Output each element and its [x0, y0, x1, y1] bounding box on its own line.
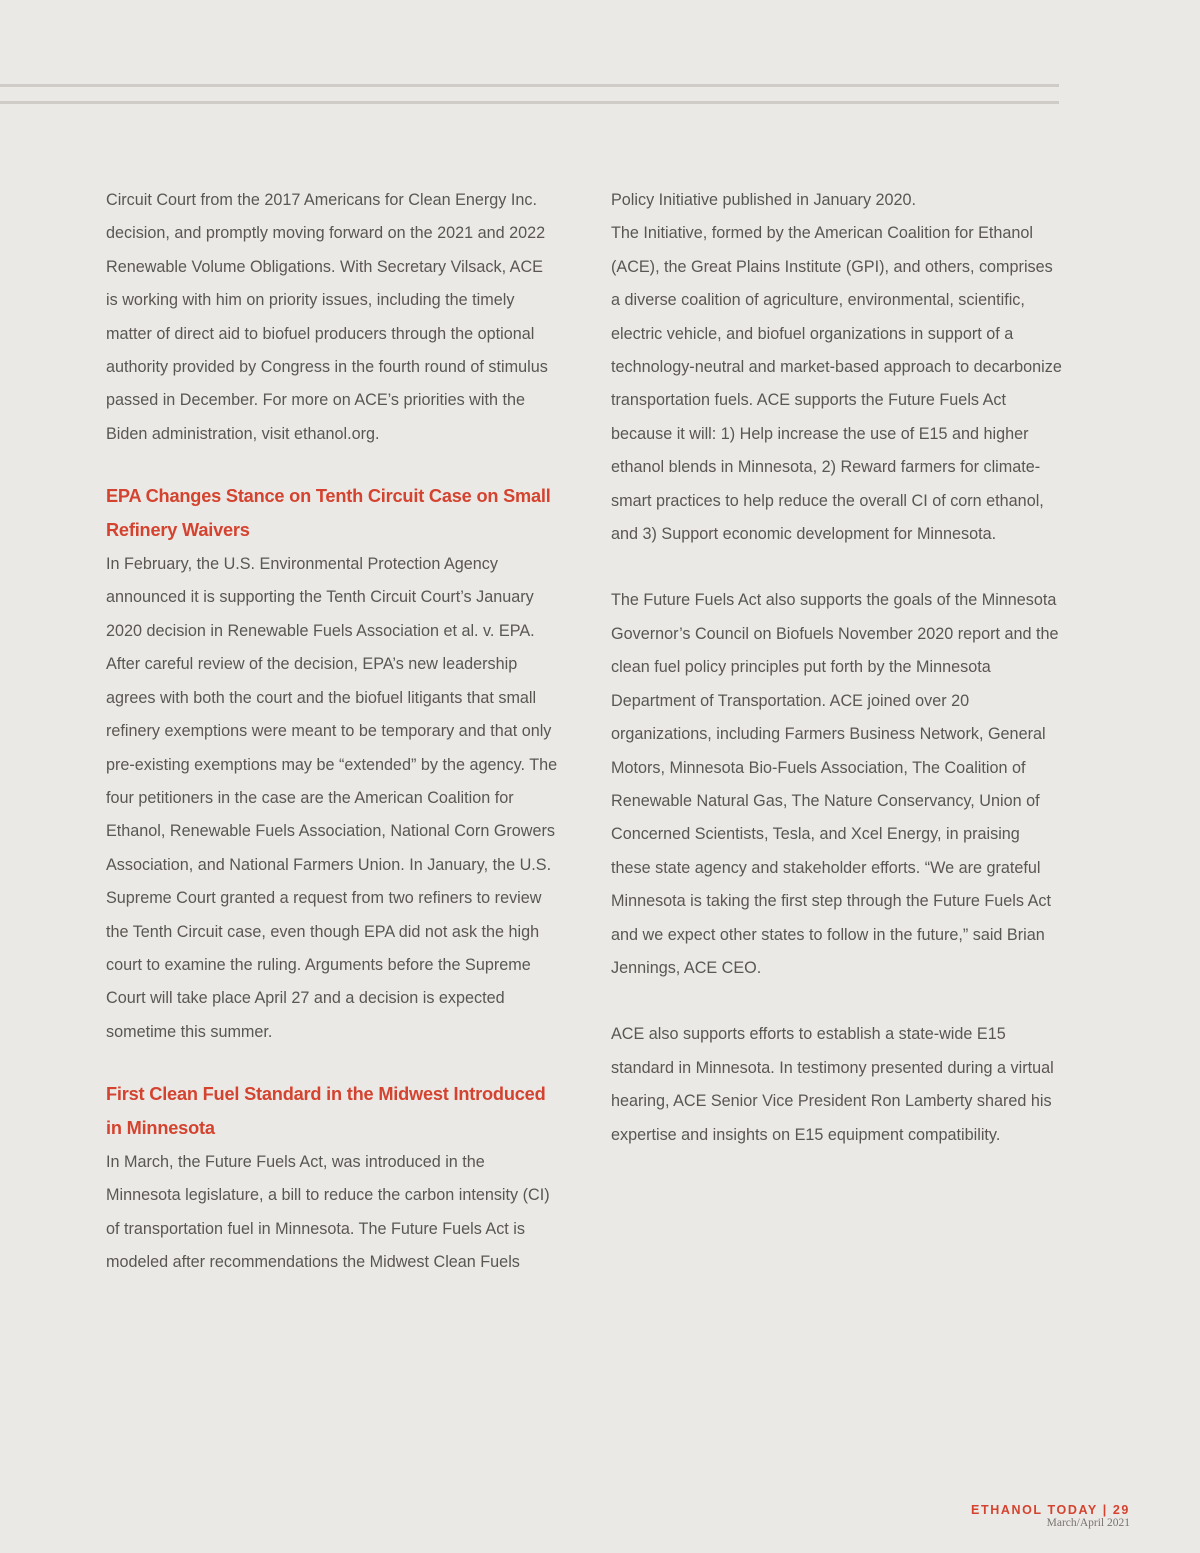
issue-date: March/April 2021: [1046, 1517, 1130, 1529]
intro-paragraph: Circuit Court from the 2017 Americans for Clean Energy Inc. decision, and promptly moving forward on the 2021 and 2022 Renewable Volume Obligations. With Secretary Vilsack, ACE is working with him on priority issues, including the timely matter of direct aid to biofuel producers through the optional authority provided by Congress in the fourth round of stimulus passed in December. For more on ACE’s priorities with the Biden administration, visit ethanol.org.: [106, 191, 548, 443]
section-heading: EPA Changes Stance on Tenth Circuit Case on Small Refinery Waivers: [106, 486, 551, 540]
section-body: In February, the U.S. Environmental Protection Agency announced it is supporting the Tenth Circuit Court’s January 2020 decision in Renewable Fuels Association et al. v. EPA. After careful review of the decision, EPA’s new leadership agrees with both the court and the biofuel litigants that small refinery exemptions were meant to be temporary and that only pre-existing exemptions may be “extended” by the agency. The four petitioners in the case are the American Coalition for Ethanol, Renewable Fuels Association, National Corn Growers Association, and National Farmers Union. In January, the U.S. Supreme Court granted a request from two refiners to review the Tenth Circuit case, even though EPA did not ask the high court to examine the ruling. Arguments before the Supreme Court will take place April 27 and a decision is expected sometime this summer.: [106, 555, 558, 1041]
continued-paragraph: Policy Initiative published in January 2020.: [611, 191, 917, 209]
right-column: [611, 184, 1063, 1152]
section-heading: First Clean Fuel Standard in the Midwest Introduced in Minnesota: [106, 1084, 546, 1138]
header-rule-bottom: [0, 101, 1059, 104]
e15-paragraph: ACE also supports efforts to establish a state-wide E15 standard in Minnesota. In testimony presented during a virtual hearing, ACE Senior Vice President Ron Lamberty shared his expertise and insights on E15 equipment compatibility.: [611, 1025, 1054, 1144]
header-rule-top: [0, 84, 1059, 87]
goals-paragraph: The Future Fuels Act also supports the goals of the Minnesota Governor’s Council on Biofuels November 2020 report and the clean fuel policy principles put forth by the Minnesota Department of Transportation. ACE joined over 20 organizations, including Farmers Business Network, General Motors, Minnesota Bio-Fuels Association, The Coalition of Renewable Natural Gas, The Nature Conservancy, Union of Concerned Scientists, Tesla, and Xcel Energy, in praising these state agency and stakeholder efforts. “We are grateful Minnesota is taking the first step through the Future Fuels Act and we expect other states to follow in the future,” said Brian Jennings, ACE CEO.: [611, 591, 1059, 977]
initiative-paragraph: The Initiative, formed by the American Coalition for Ethanol (ACE), the Great Plains Institute (GPI), and others, comprises a diverse coalition of agriculture, environmental, scientific, electric vehicle, and biofuel organizations in support of a technology-neutral and market-based approach to decarbonize transportation fuels. ACE supports the Future Fuels Act because it will: 1) Help increase the use of E15 and higher ethanol blends in Minnesota, 2) Reward farmers for climate-smart practices to help reduce the overall CI of corn ethanol, and 3) Support economic development for Minnesota.: [611, 224, 1062, 544]
magazine-folio: ETHANOL TODAY | 29: [971, 1503, 1130, 1517]
section-body: In March, the Future Fuels Act, was introduced in the Minnesota legislature, a bill to reduce the carbon intensity (CI) of transportation fuel in Minnesota. The Future Fuels Act is modeled after recommendations the Midwest Clean Fuels: [106, 1152, 550, 1272]
section-epa-waivers: [106, 480, 558, 1049]
left-column: [106, 184, 558, 1280]
page-footer: [971, 1503, 1130, 1530]
section-clean-fuel-standard: [106, 1078, 558, 1279]
